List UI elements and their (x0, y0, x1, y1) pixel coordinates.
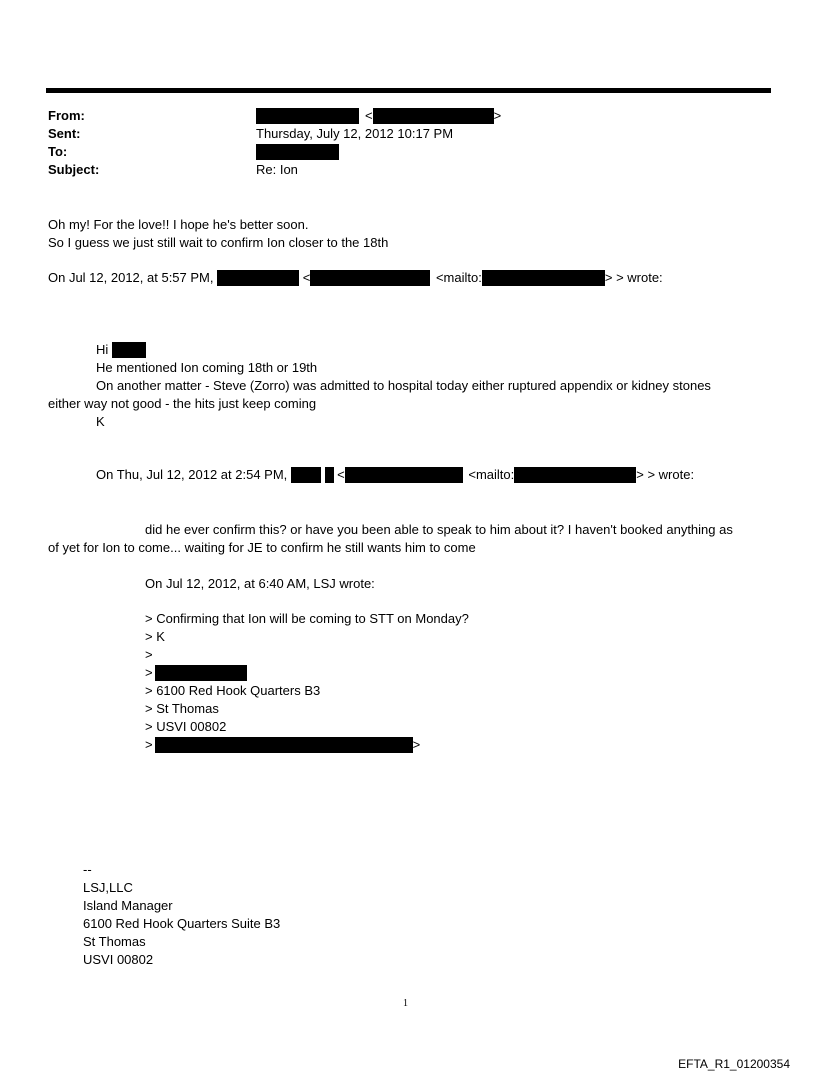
document-id: EFTA_R1_01200354 (678, 1057, 790, 1071)
signature-zip: USVI 00802 (83, 952, 154, 967)
signature-title: Island Manager (83, 898, 173, 913)
redaction-block (291, 467, 321, 483)
redaction-block (345, 467, 463, 483)
from-value (256, 108, 501, 124)
subject-label: Subject: (48, 162, 100, 177)
redaction-block (325, 467, 334, 483)
to-label: To: (48, 144, 68, 159)
msg3-line-7: > USVI 00802 (145, 719, 227, 734)
redaction-block (373, 108, 494, 124)
signature-address: 6100 Red Hook Quarters Suite B3 (83, 916, 281, 931)
signature-dashes: -- (83, 862, 92, 877)
msg3-line-5: > 6100 Red Hook Quarters B3 (145, 683, 321, 698)
quote-line-1: On Jul 12, 2012, at 5:57 PM, < <mailto: > > wrote: (48, 270, 663, 285)
signature-city: St Thomas (83, 934, 146, 949)
msg3-line-6: > St Thomas (145, 701, 219, 716)
msg3-line-1: > Confirming that Ion will be coming to STT on Monday? (145, 611, 469, 626)
redaction-block (256, 144, 339, 160)
sent-value: Thursday, July 12, 2012 10:17 PM (256, 126, 454, 141)
subject-value: Re: Ion (256, 162, 298, 177)
msg2-line-1: did he ever confirm this? or have you been able to speak to him about it? I haven't booked anything as (145, 522, 733, 537)
from-label: From: (48, 108, 85, 123)
msg1-line-1: He mentioned Ion coming 18th or 19th (96, 360, 318, 375)
msg3-line-2: > K (145, 629, 165, 644)
redaction-block (310, 270, 430, 286)
msg3-line-4: > (145, 665, 247, 681)
msg1-line-3: either way not good - the hits just keep coming (48, 396, 317, 411)
redaction-block (155, 737, 413, 753)
redaction-block (155, 665, 247, 681)
from-lt: < (365, 108, 373, 123)
msg2-quote: On Jul 12, 2012, at 6:40 AM, LSJ wrote: (145, 576, 375, 591)
body-line-1: Oh my! For the love!! I hope he's better soon. (48, 217, 309, 232)
msg2-line-2: of yet for Ion to come... waiting for JE to confirm he still wants him to come (48, 540, 476, 555)
signature-company: LSJ,LLC (83, 880, 133, 895)
redaction-block (112, 342, 146, 358)
sent-label: Sent: (48, 126, 81, 141)
from-gt: > (493, 108, 502, 123)
msg1-signoff: K (96, 414, 105, 429)
header-rule (46, 88, 771, 93)
redaction-block (217, 270, 299, 286)
body-line-2: So I guess we just still wait to confirm Ion closer to the 18th (48, 235, 389, 250)
redaction-block (256, 108, 359, 124)
quote-line-2: On Thu, Jul 12, 2012 at 2:54 PM, < <mailto: > > wrote: (96, 467, 695, 482)
msg1-greeting: Hi (96, 342, 146, 358)
to-value (256, 144, 339, 160)
msg3-line-8: > > (145, 737, 421, 752)
redaction-block (482, 270, 605, 286)
msg1-line-2: On another matter - Steve (Zorro) was admitted to hospital today either ruptured appendix or kidney stones (96, 378, 711, 393)
redaction-block (514, 467, 636, 483)
msg3-line-3: > (145, 647, 153, 662)
page-number: 1 (403, 998, 408, 1009)
